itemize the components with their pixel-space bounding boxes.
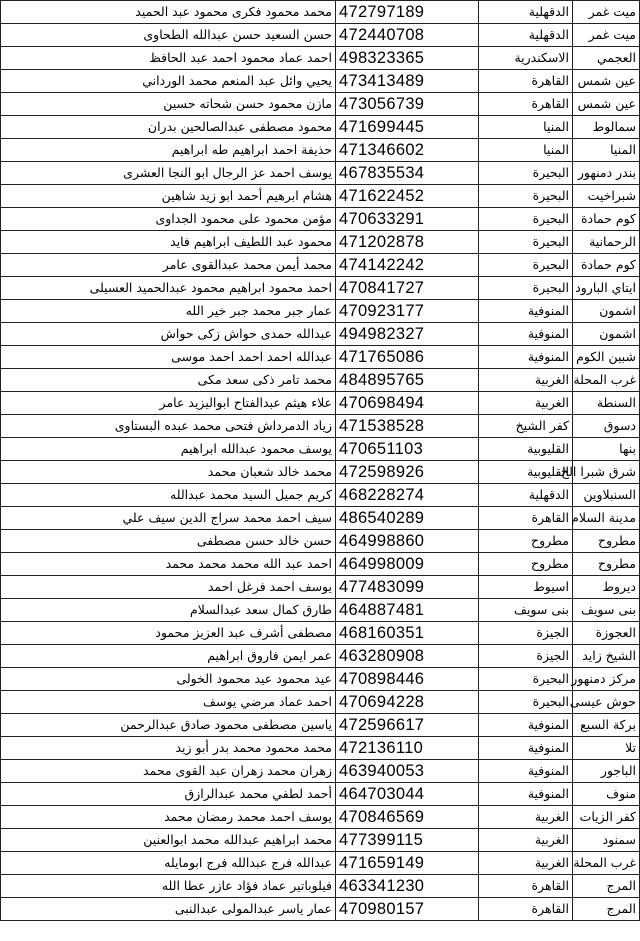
table-row bbox=[1, 185, 640, 208]
table-row bbox=[1, 714, 640, 737]
table-row bbox=[1, 875, 640, 898]
table-row bbox=[1, 300, 640, 323]
code-cell[interactable]: 473413489 bbox=[336, 70, 479, 93]
code-cell[interactable]: 477399115 bbox=[336, 829, 479, 852]
governorate-cell[interactable]: مطروح bbox=[479, 530, 573, 553]
name-cell[interactable]: مازن محمود حسن شحاته حسين bbox=[1, 93, 336, 116]
table-row bbox=[1, 898, 640, 921]
city-cell[interactable]: شرق شبرا الخ bbox=[573, 461, 640, 484]
governorate-cell[interactable]: الغربية bbox=[479, 852, 573, 875]
table-row bbox=[1, 668, 640, 691]
code-cell[interactable]: 464998009 bbox=[336, 553, 479, 576]
name-cell[interactable]: عمر ايمن فاروق ابراهيم bbox=[1, 645, 336, 668]
code-cell[interactable]: 464998860 bbox=[336, 530, 479, 553]
code-cell[interactable]: 464703044 bbox=[336, 783, 479, 806]
city-cell[interactable]: كوم حمادة bbox=[573, 254, 640, 277]
governorate-cell[interactable]: اسيوط bbox=[479, 576, 573, 599]
table-row bbox=[1, 484, 640, 507]
table-row bbox=[1, 691, 640, 714]
code-cell[interactable]: 472596617 bbox=[336, 714, 479, 737]
governorate-cell[interactable]: المنوفية bbox=[479, 300, 573, 323]
name-cell[interactable]: عمار جبر محمد جبر خير الله bbox=[1, 300, 336, 323]
code-cell[interactable]: 484895765 bbox=[336, 369, 479, 392]
name-cell[interactable]: حسن السعيد حسن عبدالله الطحاوى bbox=[1, 24, 336, 47]
city-cell[interactable]: العجوزة bbox=[573, 622, 640, 645]
city-cell[interactable]: اشمون bbox=[573, 300, 640, 323]
city-cell[interactable]: المرج bbox=[573, 898, 640, 921]
code-cell[interactable]: 472440708 bbox=[336, 24, 479, 47]
name-cell[interactable]: حسن خالد حسن مصطفى bbox=[1, 530, 336, 553]
city-cell[interactable]: العجمي bbox=[573, 47, 640, 70]
governorate-cell[interactable]: المنوفية bbox=[479, 737, 573, 760]
governorate-cell[interactable]: البحيرة bbox=[479, 208, 573, 231]
code-cell[interactable]: 471346602 bbox=[336, 139, 479, 162]
table-row bbox=[1, 829, 640, 852]
name-cell[interactable]: يحيي وائل عبد المنعم محمد الورداني bbox=[1, 70, 336, 93]
city-cell[interactable]: شبراخيت bbox=[573, 185, 640, 208]
name-cell[interactable]: عبدالله حمدى حواش زكى حواش bbox=[1, 323, 336, 346]
name-cell[interactable]: محمود مصطفى عبدالصالحين بدران bbox=[1, 116, 336, 139]
name-cell[interactable]: احمد عماد محمود احمد عبد الحافظ bbox=[1, 47, 336, 70]
code-cell[interactable]: 471699445 bbox=[336, 116, 479, 139]
table-row bbox=[1, 461, 640, 484]
city-cell[interactable]: حوش عيسى bbox=[573, 691, 640, 714]
city-cell[interactable]: الرحمانية bbox=[573, 231, 640, 254]
table-row bbox=[1, 93, 640, 116]
code-cell[interactable]: 471538528 bbox=[336, 415, 479, 438]
governorate-cell[interactable]: الدقهلية bbox=[479, 24, 573, 47]
table-row bbox=[1, 737, 640, 760]
governorate-cell[interactable]: البحيرة bbox=[479, 277, 573, 300]
governorate-cell[interactable]: الجيزة bbox=[479, 622, 573, 645]
name-cell[interactable]: عبدالله فرج عبدالله فرج ابومايله bbox=[1, 852, 336, 875]
city-cell[interactable]: كوم حمادة bbox=[573, 208, 640, 231]
city-cell[interactable]: مطروح bbox=[573, 553, 640, 576]
name-cell[interactable]: زياد الدمرداش فتحى محمد عبده البستاوى bbox=[1, 415, 336, 438]
table-row bbox=[1, 231, 640, 254]
governorate-cell[interactable]: القليوبية bbox=[479, 438, 573, 461]
table-row bbox=[1, 1, 640, 24]
name-cell[interactable]: عيد محمود عيد محمود الخولى bbox=[1, 668, 336, 691]
governorate-cell[interactable]: الغربية bbox=[479, 806, 573, 829]
governorate-cell[interactable]: القليوبية bbox=[479, 461, 573, 484]
name-cell[interactable]: علاء هيثم عبدالفتاح ابواليزيد عامر bbox=[1, 392, 336, 415]
code-cell[interactable]: 474142242 bbox=[336, 254, 479, 277]
city-cell[interactable]: مطروح bbox=[573, 530, 640, 553]
table-row bbox=[1, 392, 640, 415]
governorate-cell[interactable]: كفر الشيخ bbox=[479, 415, 573, 438]
governorate-cell[interactable]: البحيرة bbox=[479, 231, 573, 254]
code-cell[interactable]: 470694228 bbox=[336, 691, 479, 714]
governorate-cell[interactable]: البحيرة bbox=[479, 254, 573, 277]
governorate-cell[interactable]: البحيرة bbox=[479, 691, 573, 714]
table-row bbox=[1, 277, 640, 300]
code-cell[interactable]: 494982327 bbox=[336, 323, 479, 346]
table-row bbox=[1, 576, 640, 599]
name-cell[interactable]: هشام ابرهيم أحمد ابو زيد شاهين bbox=[1, 185, 336, 208]
table-row bbox=[1, 645, 640, 668]
governorate-cell[interactable]: الدقهلية bbox=[479, 1, 573, 24]
governorate-cell[interactable]: القاهرة bbox=[479, 93, 573, 116]
table-row bbox=[1, 47, 640, 70]
name-cell[interactable]: مصطفى أشرف عبد العزيز محمود bbox=[1, 622, 336, 645]
table-row bbox=[1, 553, 640, 576]
name-cell[interactable]: سيف احمد محمد سراج الدين سيف علي bbox=[1, 507, 336, 530]
code-cell[interactable]: 470651103 bbox=[336, 438, 479, 461]
records-table-body bbox=[1, 1, 640, 921]
table-row bbox=[1, 116, 640, 139]
name-cell[interactable]: محمود عبد اللطيف ابراهيم فايد bbox=[1, 231, 336, 254]
city-cell[interactable]: الباجور bbox=[573, 760, 640, 783]
table-row bbox=[1, 852, 640, 875]
governorate-cell[interactable]: المنوفية bbox=[479, 760, 573, 783]
city-cell[interactable]: كفر الزيات bbox=[573, 806, 640, 829]
city-cell[interactable]: تلا bbox=[573, 737, 640, 760]
city-cell[interactable]: شبين الكوم bbox=[573, 346, 640, 369]
city-cell[interactable]: عين شمس bbox=[573, 93, 640, 116]
city-cell[interactable]: السنطة bbox=[573, 392, 640, 415]
governorate-cell[interactable]: الجيزة bbox=[479, 645, 573, 668]
table-row bbox=[1, 438, 640, 461]
governorate-cell[interactable]: الغربية bbox=[479, 392, 573, 415]
code-cell[interactable]: 470980157 bbox=[336, 898, 479, 921]
city-cell[interactable]: المنيا bbox=[573, 139, 640, 162]
city-cell[interactable]: المرج bbox=[573, 875, 640, 898]
code-cell[interactable]: 470841727 bbox=[336, 277, 479, 300]
code-cell[interactable]: 471659149 bbox=[336, 852, 479, 875]
city-cell[interactable]: غرب المحلة bbox=[573, 852, 640, 875]
code-cell[interactable]: 472136110 bbox=[336, 737, 479, 760]
name-cell[interactable]: ياسين مصطفى محمود صادق عبدالرحمن bbox=[1, 714, 336, 737]
name-cell[interactable]: فيلوباتير عماد فؤاد عازر عطا الله bbox=[1, 875, 336, 898]
name-cell[interactable]: محمد ابراهيم عبدالله محمد ابوالعنين bbox=[1, 829, 336, 852]
table-row bbox=[1, 530, 640, 553]
code-cell[interactable]: 486540289 bbox=[336, 507, 479, 530]
city-cell[interactable]: السنبلاوين bbox=[573, 484, 640, 507]
name-cell[interactable]: أحمد لطفي محمد عبدالرازق bbox=[1, 783, 336, 806]
name-cell[interactable]: زهران محمد زهران عبد القوى محمد bbox=[1, 760, 336, 783]
table-row bbox=[1, 139, 640, 162]
table-row bbox=[1, 70, 640, 93]
governorate-cell[interactable]: المنيا bbox=[479, 139, 573, 162]
name-cell[interactable]: طارق كمال سعد عبدالسلام bbox=[1, 599, 336, 622]
name-cell[interactable]: يوسف احمد عز الرجال ابو النجا العشرى bbox=[1, 162, 336, 185]
code-cell[interactable]: 470923177 bbox=[336, 300, 479, 323]
name-cell[interactable]: عمار ياسر عبدالمولى عبدالنبى bbox=[1, 898, 336, 921]
city-cell[interactable]: مدينة السلام bbox=[573, 507, 640, 530]
city-cell[interactable]: منوف bbox=[573, 783, 640, 806]
governorate-cell[interactable]: المنوفية bbox=[479, 783, 573, 806]
table-row bbox=[1, 622, 640, 645]
name-cell[interactable]: محمد خالد شعبان محمد bbox=[1, 461, 336, 484]
governorate-cell[interactable]: المنيا bbox=[479, 116, 573, 139]
code-cell[interactable]: 471202878 bbox=[336, 231, 479, 254]
code-cell[interactable]: 470698494 bbox=[336, 392, 479, 415]
code-cell[interactable]: 470633291 bbox=[336, 208, 479, 231]
governorate-cell[interactable]: القاهرة bbox=[479, 507, 573, 530]
name-cell[interactable]: يوسف احمد محمد رمضان محمد bbox=[1, 806, 336, 829]
name-cell[interactable]: يوسف محمود عبدالله ابراهيم bbox=[1, 438, 336, 461]
table-row bbox=[1, 346, 640, 369]
governorate-cell[interactable]: البحيرة bbox=[479, 162, 573, 185]
code-cell[interactable]: 470898446 bbox=[336, 668, 479, 691]
table-row bbox=[1, 323, 640, 346]
city-cell[interactable]: ميت غمر bbox=[573, 24, 640, 47]
city-cell[interactable]: غرب المحلة bbox=[573, 369, 640, 392]
governorate-cell[interactable]: مطروح bbox=[479, 553, 573, 576]
code-cell[interactable]: 463940053 bbox=[336, 760, 479, 783]
city-cell[interactable]: بركة السبع bbox=[573, 714, 640, 737]
code-cell[interactable]: 477483099 bbox=[336, 576, 479, 599]
governorate-cell[interactable]: المنوفية bbox=[479, 346, 573, 369]
code-cell[interactable]: 472797189 bbox=[336, 1, 479, 24]
table-row bbox=[1, 369, 640, 392]
city-cell[interactable]: بندر دمنهور bbox=[573, 162, 640, 185]
name-cell[interactable]: احمد عبد الله محمد محمد محمد bbox=[1, 553, 336, 576]
city-cell[interactable]: بنها bbox=[573, 438, 640, 461]
governorate-cell[interactable]: القاهرة bbox=[479, 875, 573, 898]
table-row bbox=[1, 760, 640, 783]
city-cell[interactable]: بنى سويف bbox=[573, 599, 640, 622]
city-cell[interactable]: ميت غمر bbox=[573, 1, 640, 24]
governorate-cell[interactable]: الغربية bbox=[479, 369, 573, 392]
code-cell[interactable]: 471622452 bbox=[336, 185, 479, 208]
city-cell[interactable]: سمنود bbox=[573, 829, 640, 852]
code-cell[interactable]: 464887481 bbox=[336, 599, 479, 622]
name-cell[interactable]: محمد أيمن محمد عبدالقوى عامر bbox=[1, 254, 336, 277]
code-cell[interactable]: 463280908 bbox=[336, 645, 479, 668]
governorate-cell[interactable]: القاهرة bbox=[479, 70, 573, 93]
governorate-cell[interactable]: القاهرة bbox=[479, 898, 573, 921]
governorate-cell[interactable]: الاسكندرية bbox=[479, 47, 573, 70]
city-cell[interactable]: ايتاي البارود bbox=[573, 277, 640, 300]
governorate-cell[interactable]: المنوفية bbox=[479, 323, 573, 346]
city-cell[interactable]: الشيخ زايد bbox=[573, 645, 640, 668]
table-row bbox=[1, 254, 640, 277]
governorate-cell[interactable]: المنوفية bbox=[479, 714, 573, 737]
code-cell[interactable]: 498323365 bbox=[336, 47, 479, 70]
code-cell[interactable]: 471765086 bbox=[336, 346, 479, 369]
name-cell[interactable]: عبدالله احمد احمد احمد موسى bbox=[1, 346, 336, 369]
name-cell[interactable]: كريم جميل السيد محمد عبدالله bbox=[1, 484, 336, 507]
table-row bbox=[1, 415, 640, 438]
governorate-cell[interactable]: الدقهلية bbox=[479, 484, 573, 507]
governorate-cell[interactable]: البحيرة bbox=[479, 185, 573, 208]
table-row bbox=[1, 599, 640, 622]
name-cell[interactable]: يوسف احمد فرغل احمد bbox=[1, 576, 336, 599]
code-cell[interactable]: 463341230 bbox=[336, 875, 479, 898]
code-cell[interactable]: 468228274 bbox=[336, 484, 479, 507]
governorate-cell[interactable]: الغربية bbox=[479, 829, 573, 852]
name-cell[interactable]: احمد محمود ابراهيم محمود عبدالحميد العسيلى bbox=[1, 277, 336, 300]
city-cell[interactable]: ديروط bbox=[573, 576, 640, 599]
governorate-cell[interactable]: بنى سويف bbox=[479, 599, 573, 622]
table-row bbox=[1, 783, 640, 806]
name-cell[interactable]: محمد محمود محمد بدر أبو زيد bbox=[1, 737, 336, 760]
city-cell[interactable]: عين شمس bbox=[573, 70, 640, 93]
city-cell[interactable]: سمالوط bbox=[573, 116, 640, 139]
city-cell[interactable]: اشمون bbox=[573, 323, 640, 346]
table-row bbox=[1, 806, 640, 829]
code-cell[interactable]: 468160351 bbox=[336, 622, 479, 645]
code-cell[interactable]: 473056739 bbox=[336, 93, 479, 116]
code-cell[interactable]: 470846569 bbox=[336, 806, 479, 829]
table-row bbox=[1, 208, 640, 231]
table-row bbox=[1, 24, 640, 47]
name-cell[interactable]: حذيفة احمد ابراهيم طه ابراهيم bbox=[1, 139, 336, 162]
table-row bbox=[1, 162, 640, 185]
city-cell[interactable]: مركز دمنهور bbox=[573, 668, 640, 691]
name-cell[interactable]: احمد عماد مرضي يوسف bbox=[1, 691, 336, 714]
code-cell[interactable]: 467835534 bbox=[336, 162, 479, 185]
city-cell[interactable]: دسوق bbox=[573, 415, 640, 438]
governorate-cell[interactable]: البحيرة bbox=[479, 668, 573, 691]
table-row bbox=[1, 507, 640, 530]
name-cell[interactable]: محمد تامر ذكى سعد مكى bbox=[1, 369, 336, 392]
name-cell[interactable]: مؤمن محمود على محمود الجداوى bbox=[1, 208, 336, 231]
code-cell[interactable]: 472598926 bbox=[336, 461, 479, 484]
name-cell[interactable]: محمد محمود فكرى محمود عبد الحميد bbox=[1, 1, 336, 24]
